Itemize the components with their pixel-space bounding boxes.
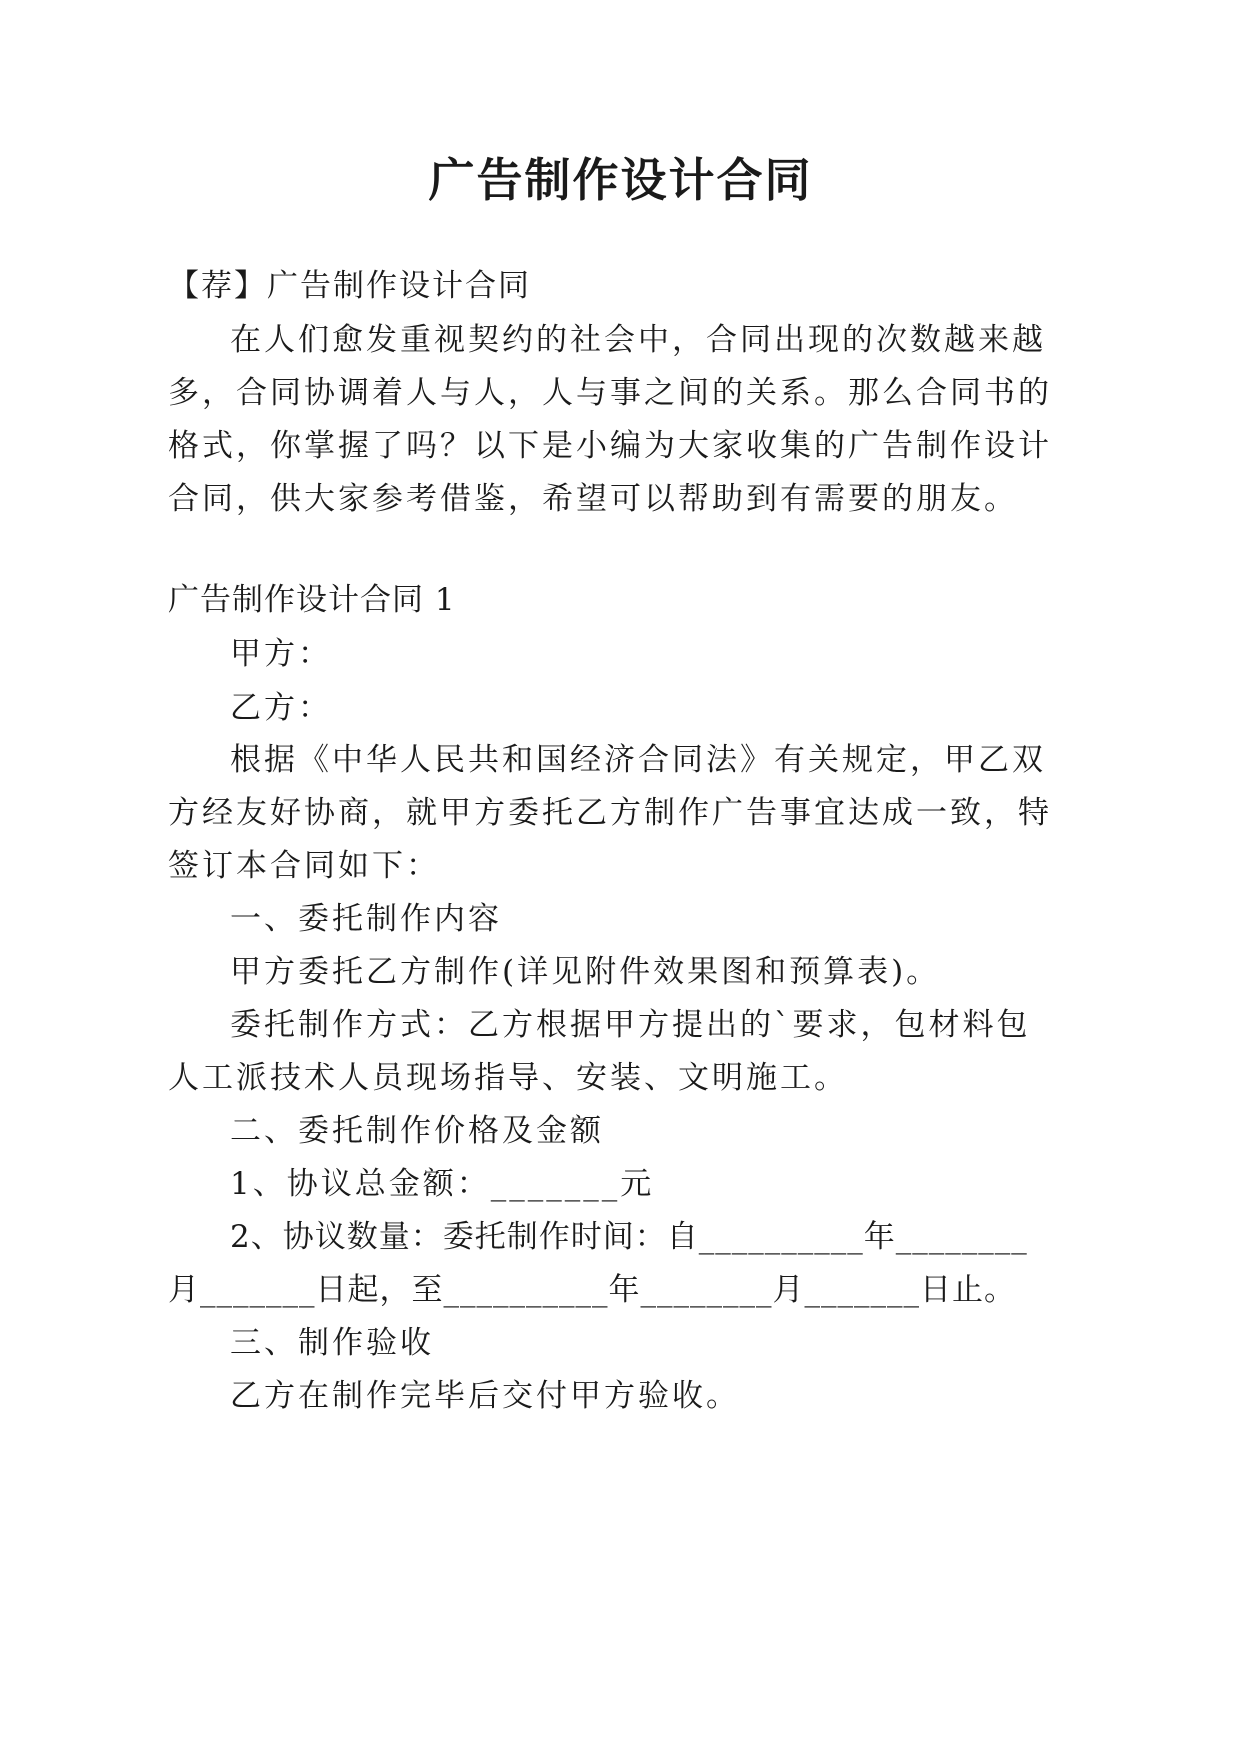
clause1-method-line-1: 委托制作方式：乙方根据甲方提出的`要求，包材料包 <box>230 1007 1031 1043</box>
recommend-line: 【荐】广告制作设计合同 <box>168 268 531 304</box>
intro-line-3: 格式，你掌握了吗？以下是小编为大家收集的广告制作设计 <box>168 428 1052 464</box>
basis-line-1: 根据《中华人民共和国经济合同法》有关规定，甲乙双 <box>230 742 1046 778</box>
basis-line-3: 签订本合同如下： <box>168 848 440 884</box>
clause2-item2-line-2: 月_______日起，至__________年________月_______日止。 <box>168 1272 1016 1308</box>
clause3-text: 乙方在制作完毕后交付甲方验收。 <box>230 1378 740 1414</box>
clause2-item1: 1、协议总金额：_______元 <box>230 1166 655 1202</box>
clause1-heading: 一、委托制作内容 <box>230 901 502 937</box>
clause1-text: 甲方委托乙方制作(详见附件效果图和预算表)。 <box>230 954 941 990</box>
clause1-method-line-2: 人工派技术人员现场指导、安装、文明施工。 <box>168 1060 848 1096</box>
document-title: 广告制作设计合同 <box>428 153 813 207</box>
clause3-heading: 三、制作验收 <box>230 1325 434 1361</box>
basis-line-2: 方经友好协商，就甲方委托乙方制作广告事宜达成一致，特 <box>168 795 1052 831</box>
party-a-label: 甲方： <box>230 636 332 672</box>
clause2-item2-line-1: 2、协议数量：委托制作时间：自__________年________ <box>230 1219 1028 1255</box>
section-heading: 广告制作设计合同 1 <box>168 582 456 618</box>
intro-line-2: 多，合同协调着人与人，人与事之间的关系。那么合同书的 <box>168 375 1052 411</box>
party-b-label: 乙方： <box>230 690 332 726</box>
intro-line-4: 合同，供大家参考借鉴，希望可以帮助到有需要的朋友。 <box>168 481 1018 517</box>
intro-line-1: 在人们愈发重视契约的社会中，合同出现的次数越来越 <box>230 322 1046 358</box>
clause2-heading: 二、委托制作价格及金额 <box>230 1113 604 1149</box>
